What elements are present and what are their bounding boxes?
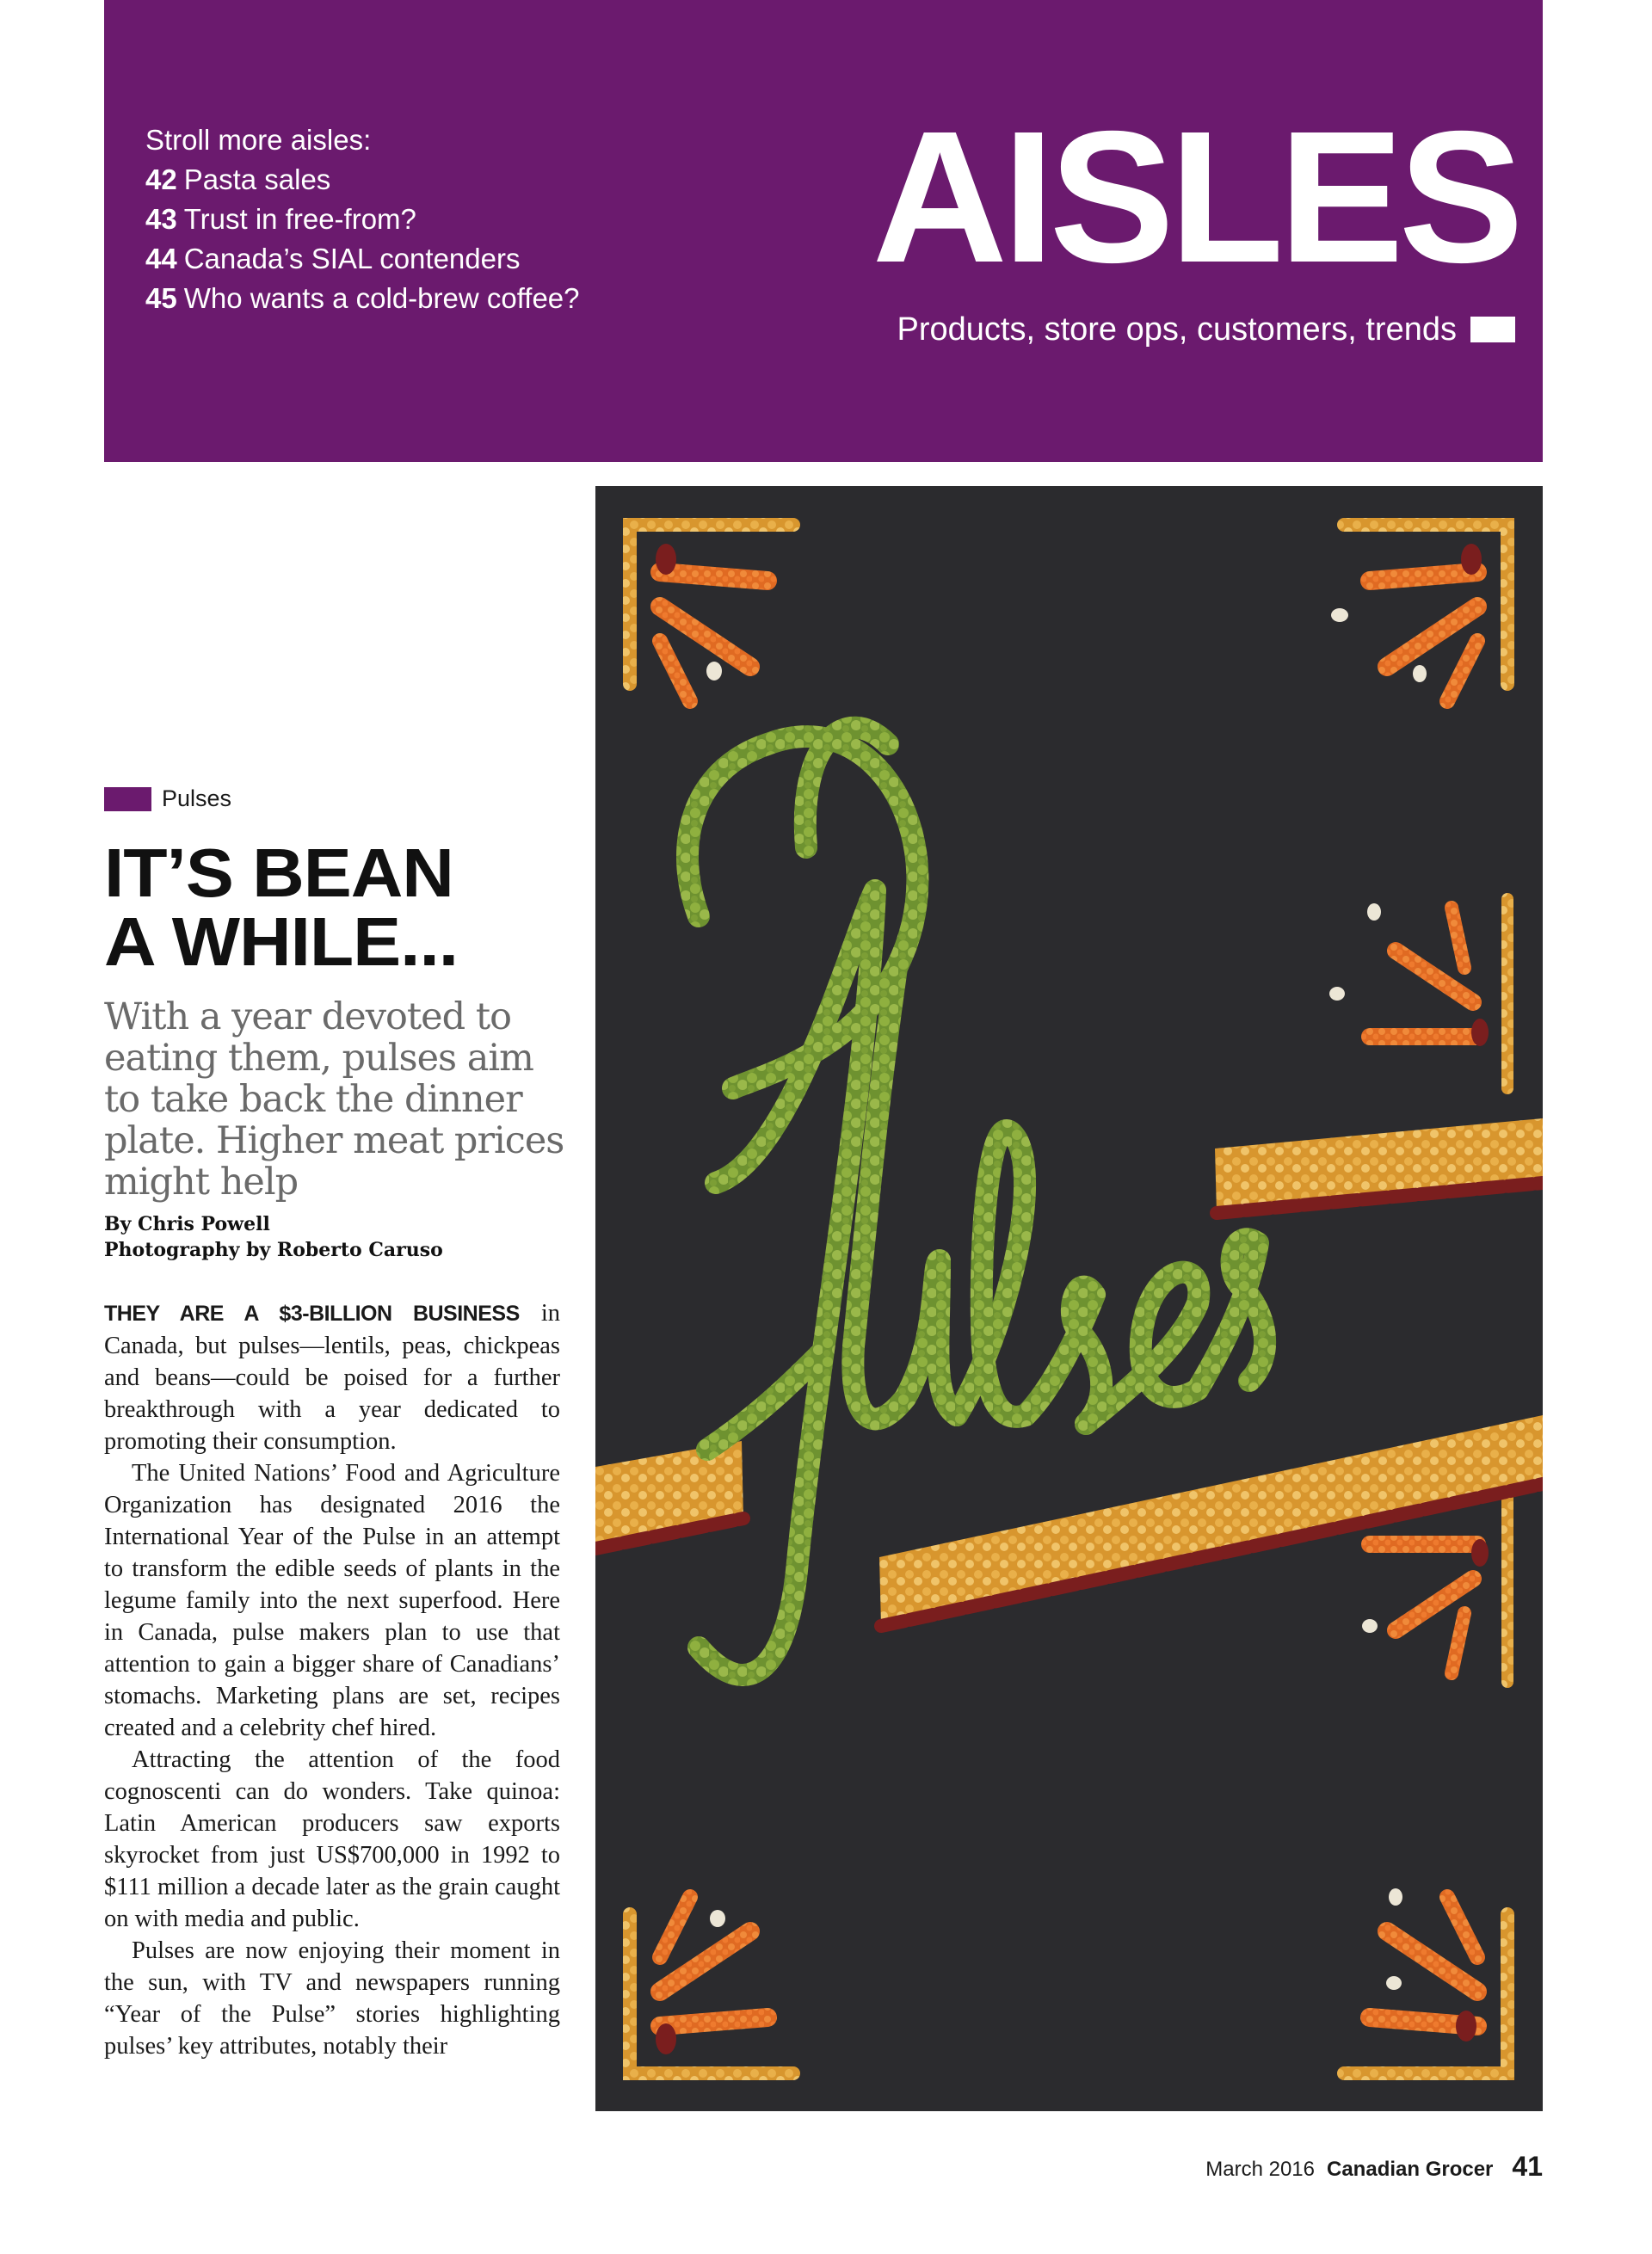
teaser-page-number: 44 [145, 243, 177, 274]
headline-line: A WHILE... [104, 903, 459, 980]
corner-ornament-top-right [1331, 525, 1507, 701]
kicker-swatch-icon [104, 787, 151, 811]
byline-photographer: Photography by Roberto Caruso [104, 1239, 443, 1261]
byline-author: By Chris Powell [104, 1213, 270, 1235]
article-headline [104, 834, 610, 980]
body-paragraph: Pulses are now enjoying their moment in the sun, with TV and newspapers running “Year of the Pulse” stories highlighting pulses’ key attributes, notably their [104, 1937, 560, 2060]
teaser-title: Who wants a cold-brew coffee? [183, 282, 580, 314]
teaser-item[interactable] [145, 200, 580, 239]
page-number: 41 [1512, 2151, 1543, 2182]
article-kicker [104, 785, 231, 812]
stroll-more-aisles-teaser [145, 120, 580, 318]
ribbon-upper-right [1215, 1118, 1543, 1213]
tagline-block-icon [1470, 317, 1515, 342]
section-header-band [104, 0, 1543, 462]
page-footer [1205, 2151, 1543, 2183]
corner-ornament-bottom-left [630, 1897, 793, 2073]
section-tagline [897, 310, 1516, 349]
teaser-page-number: 42 [145, 163, 177, 195]
teaser-item[interactable] [145, 239, 580, 279]
body-paragraph [104, 1297, 560, 1457]
section-title: AISLES [872, 93, 1519, 302]
ribbon-left [595, 1441, 743, 1549]
teaser-title: Trust in free-from? [183, 203, 416, 235]
teaser-intro: Stroll more aisles: [145, 124, 372, 156]
article-deck: With a year devoted to eating them, pulses aim to take back the dinner plate. Higher meat prices might help [104, 995, 564, 1204]
body-paragraph: The United Nations’ Food and Agriculture Organization has designated 2016 the International Year of the Pulse in an attempt to transform the edible seeds of plants in the legume family into the next superfood. Here in Canada, pulse makers plan to use that attention to gain a bigger share of Canadians’ stomachs. Marketing plans are set, recipes created and a celebrity chef hired. [104, 1460, 560, 1741]
lead-in: THEY ARE A $3-BILLION BUSINESS [104, 1302, 520, 1326]
body-paragraph: Attracting the attention of the food cognoscenti can do wonders. Take quinoa: Latin American producers saw exports skyrocket from just US$700,000 in 1992 to $111 million a decade later as the grain caught on with media and public. [104, 1746, 560, 1932]
teaser-page-number: 45 [145, 282, 177, 314]
issue-date: March 2016 [1205, 2158, 1315, 2181]
teaser-item[interactable] [145, 279, 580, 318]
tagline-text: Products, store ops, customers, trends [897, 311, 1457, 348]
corner-ornament-bottom-right [1344, 1888, 1507, 2073]
pulses-illustration [595, 486, 1543, 2111]
article-byline [104, 1211, 586, 1263]
corner-ornament-top-left [630, 525, 793, 701]
article-body [104, 1297, 560, 2062]
magazine-name: Canadian Grocer [1327, 2158, 1494, 2181]
teaser-item[interactable] [145, 160, 580, 200]
side-ornament-right-upper [1329, 899, 1507, 1088]
teaser-title: Canada’s SIAL contenders [183, 243, 521, 274]
pulses-photo [595, 486, 1543, 2111]
headline-line: IT’S BEAN [104, 834, 453, 911]
paragraph-text: in Canada, but pulses—lentils, peas, chickpeas and beans—could be poised for a further breakthrough with a year dedicated to promoting their consumption. [104, 1300, 560, 1455]
kicker-label: Pulses [162, 785, 232, 811]
teaser-page-number: 43 [145, 203, 177, 235]
teaser-title: Pasta sales [183, 163, 331, 195]
